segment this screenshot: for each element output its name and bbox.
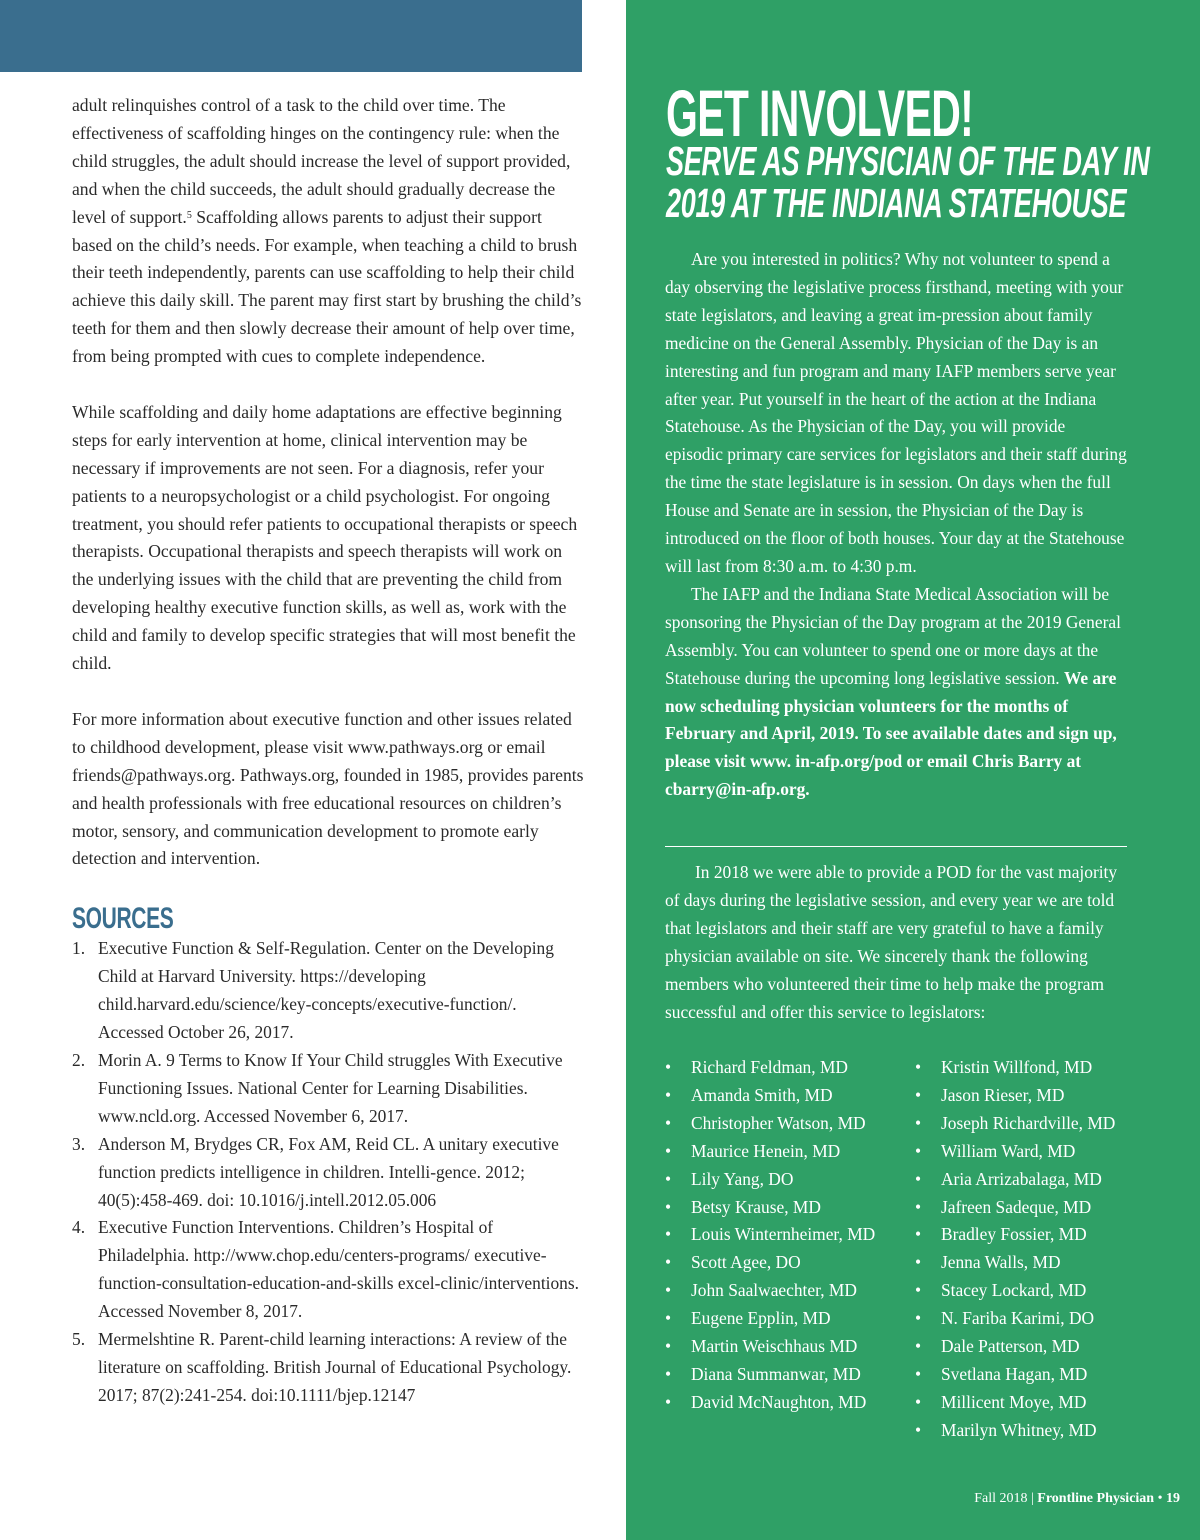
volunteer-item	[665, 1361, 899, 1389]
bullet-marker: •	[915, 1336, 922, 1357]
bullet-marker: •	[665, 1308, 672, 1329]
volunteer-item	[915, 1333, 1155, 1361]
bullet-marker: •	[915, 1112, 922, 1133]
sources-list	[72, 935, 584, 1409]
volunteer-item	[915, 1221, 1155, 1249]
bullet-marker: •	[665, 1196, 672, 1217]
bullet-marker: •	[915, 1280, 922, 1301]
volunteer-item	[665, 1305, 899, 1333]
bullet-marker: •	[665, 1363, 672, 1384]
bullet-marker: •	[915, 1168, 922, 1189]
volunteer-item	[915, 1249, 1155, 1277]
volunteer-name: Aria Arrizabalaga, MD	[941, 1168, 1102, 1189]
volunteer-item	[915, 1194, 1155, 1222]
volunteer-item	[915, 1277, 1155, 1305]
source-item: 4. Executive Function Interventions. Children’s Hospital of Philadelphia. http://www.chop.edu/centers-programs/ executive-function-consultation-education-and-skills excel-clinic/interventions. Accessed November 8, 2017.	[72, 1217, 579, 1322]
bullet-marker: •	[665, 1168, 672, 1189]
left-article-column	[72, 92, 584, 1410]
volunteer-item	[915, 1389, 1155, 1417]
signup-callout: We are now scheduling physician volunteers for the months of February and April, 2019. To see available dates and sign up, please visit www. in-afp.org/pod or email Chris Barry at cbarry@in-afp.org.	[665, 667, 1117, 800]
volunteer-item	[665, 1333, 899, 1361]
footnote-ref: 5	[186, 209, 192, 221]
bullet-marker: •	[915, 1224, 922, 1245]
volunteer-item	[915, 1082, 1155, 1110]
volunteer-name: Dale Patterson, MD	[941, 1336, 1080, 1357]
source-item: 1. Executive Function & Self-Regulation. Center on the Developing Child at Harvard University. https://developing child.harvard.edu/science/key-concepts/executive-function/. Accessed October 26, 2017.	[72, 938, 554, 1043]
volunteer-name: Bradley Fossier, MD	[941, 1224, 1087, 1245]
footer-separator: |	[1030, 1491, 1034, 1506]
bullet-marker: •	[915, 1363, 922, 1384]
article-paragraph-1: adult relinquishes control of a task to the child over time. The effectiveness of scaffolding hinges on the contingency rule: when the child struggles, the adult should increase the level of support provided, and when the child succeeds, the adult should gradually decrease the level of support.$^5$ Scaffolding allows parents to adjust their support based on the child’s needs. For example, when teaching a child to brush their teeth independently, parents can use scaffolding to help their child achieve this daily skill. The parent may first start by brushing the child’s teeth for them and then slowly decrease their amount of help over time, from being prompted with cues to complete independence.	[72, 95, 582, 367]
volunteer-name: Richard Feldman, MD	[691, 1057, 848, 1077]
volunteer-item	[915, 1305, 1155, 1333]
source-item: 3. Anderson M, Brydges CR, Fox AM, Reid CL. A unitary executive function predicts intelligence in children. Intelli-gence. 2012; 40(5):458-469. doi: 10.1016/j.intell.2012.05.006	[72, 1133, 559, 1210]
volunteer-name: Lily Yang, DO	[691, 1168, 794, 1189]
volunteer-item	[915, 1110, 1155, 1138]
footer-dot: •	[1157, 1491, 1163, 1506]
volunteer-item	[915, 1054, 1155, 1082]
volunteer-name: Christopher Watson, MD	[691, 1112, 866, 1133]
volunteer-name: Amanda Smith, MD	[691, 1084, 833, 1105]
volunteer-item	[665, 1054, 899, 1082]
article-paragraph-3: For more information about executive function and other issues related to childhood development, please visit www.pathways.org or email friends@pathways.org. Pathways.org, founded in 1985, provides parents and health professionals with free educational resources on children’s motor, sensory, and communication development to promote early detection and intervention.	[72, 708, 584, 869]
volunteer-name: N. Fariba Karimi, DO	[941, 1308, 1095, 1329]
source-item: 5. Mermelshtine R. Parent-child learning interactions: A review of the literature on scaffolding. British Journal of Educational Psychology. 2017; 87(2):241-254. doi:10.1111/bjep.12147	[72, 1329, 572, 1405]
volunteer-item	[665, 1277, 899, 1305]
source-item: 2. Morin A. 9 Terms to Know If Your Child struggles With Executive Functioning Issues. National Center for Learning Disabilities. www.ncld.org. Accessed November 6, 2017.	[72, 1049, 563, 1126]
volunteer-item	[665, 1194, 899, 1222]
volunteer-item	[915, 1417, 1155, 1445]
thanks-paragraph: In 2018 we were able to provide a POD for the vast majority of days during the legislative session, and every year we are told that legislators and their staff are very grateful to have a family physician available on site. We sincerely thank the following members who volunteered their time to help make the program successful and offer this service to legislators:	[665, 862, 1118, 1022]
volunteer-name: Millicent Moye, MD	[941, 1391, 1087, 1412]
get-involved-title: GET INVOLVED!	[666, 76, 974, 150]
article-paragraph-2: While scaffolding and daily home adaptations are effective beginning steps for early intervention at home, clinical intervention may be necessary if improvements are not seen. For a diagnosis, refer your patients to a neuropsychologist or a child psychologist. For ongoing treatment, you should refer patients to occupational therapists or speech therapists. Occupational therapists and speech therapists will work on the underlying issues with the child that are preventing the child from developing healthy executive function skills, as well as, work with the child and family to develop specific strategies that will most benefit the child.	[72, 401, 578, 674]
bullet-marker: •	[915, 1057, 922, 1077]
volunteer-name: John Saalwaechter, MD	[691, 1280, 857, 1301]
get-involved-body	[665, 246, 1127, 804]
volunteer-name: Martin Weischhaus MD	[691, 1336, 858, 1357]
volunteer-item	[915, 1138, 1155, 1166]
bullet-marker: •	[665, 1112, 672, 1133]
bullet-marker: •	[665, 1336, 672, 1357]
bullet-marker: •	[665, 1280, 672, 1301]
volunteer-item	[915, 1361, 1155, 1389]
volunteer-item	[665, 1166, 899, 1194]
volunteer-name: Maurice Henein, MD	[691, 1140, 841, 1161]
bullet-marker: •	[915, 1252, 922, 1273]
volunteer-item	[915, 1166, 1155, 1194]
volunteer-name: Stacey Lockard, MD	[941, 1280, 1087, 1301]
bullet-marker: •	[915, 1084, 922, 1105]
get-involved-subtitle: SERVE AS PHYSICIAN OF THE DAY IN 2019 AT THE INDIANA STATEHOUSE	[666, 138, 1150, 226]
volunteer-name: Kristin Willfond, MD	[941, 1057, 1093, 1077]
page-footer	[974, 1489, 1180, 1509]
volunteer-name: Diana Summanwar, MD	[691, 1363, 861, 1384]
volunteer-name: Svetlana Hagan, MD	[941, 1363, 1088, 1384]
bullet-marker: •	[665, 1224, 672, 1245]
get-involved-panel	[626, 0, 1200, 1540]
bullet-marker: •	[915, 1140, 922, 1161]
bullet-marker: •	[915, 1391, 922, 1412]
volunteer-item	[665, 1221, 899, 1249]
volunteer-item	[665, 1389, 899, 1417]
volunteer-name: Jenna Walls, MD	[941, 1252, 1061, 1273]
volunteer-item	[665, 1249, 899, 1277]
volunteer-name: David McNaughton, MD	[691, 1391, 867, 1412]
footer-publication: Frontline Physician	[1037, 1491, 1155, 1506]
section-divider	[665, 846, 1127, 847]
volunteer-name: Joseph Richardville, MD	[941, 1112, 1116, 1133]
bullet-marker: •	[665, 1084, 672, 1105]
volunteer-name: Jason Rieser, MD	[941, 1084, 1065, 1105]
volunteer-item	[665, 1082, 899, 1110]
volunteer-list-left	[665, 1054, 899, 1417]
get-involved-paragraph-1: Are you interested in politics? Why not volunteer to spend a day observing the legislative process firsthand, meeting with your state legislators, and leaving a great im-pression about family medicine on the General Assembly. Physician of the Day is an interesting and fun program and many IAFP members serve year after year. Put yourself in the heart of the action at the Indiana Statehouse. As the Physician of the Day, you will provide episodic primary care services for legislators and their staff during the time the state legislature is in session. On days when the full House and Senate are in session, the Physician of the Day is introduced on the floor of both houses. Your day at the Statehouse will last from 8:30 a.m. to 4:30 p.m.	[665, 249, 1127, 576]
volunteer-list-right	[915, 1054, 1155, 1445]
bullet-marker: •	[915, 1308, 922, 1329]
bullet-marker: •	[665, 1140, 672, 1161]
volunteer-item	[665, 1110, 899, 1138]
volunteer-name: Marilyn Whitney, MD	[941, 1419, 1097, 1440]
bullet-marker: •	[665, 1057, 672, 1077]
get-involved-paragraph-2: The IAFP and the Indiana State Medical Association will be sponsoring the Physician of the Day program at the 2019 General Assembly. You can volunteer to spend one or more days at the Statehouse during the upcoming long legislative session. We are now scheduling physician volunteers for the months of February and April, 2019. To see available dates and sign up, please visit www. in-afp.org/pod or email Chris Barry at cbarry@in-afp.org.	[665, 583, 1121, 800]
bullet-marker: •	[665, 1252, 672, 1273]
thanks-body	[665, 859, 1127, 1026]
footer-season: Fall 2018	[974, 1491, 1028, 1506]
bullet-marker: •	[915, 1419, 922, 1440]
volunteer-name: Jafreen Sadeque, MD	[941, 1196, 1092, 1217]
volunteer-name: Louis Winternheimer, MD	[691, 1224, 876, 1245]
bullet-marker: •	[915, 1196, 922, 1217]
volunteer-name: Scott Agee, DO	[691, 1252, 801, 1273]
volunteer-name: Eugene Epplin, MD	[691, 1308, 831, 1329]
volunteer-name: William Ward, MD	[941, 1140, 1076, 1161]
volunteer-item	[665, 1138, 899, 1166]
page-number: 19	[1166, 1491, 1180, 1506]
sources-heading: SOURCES	[72, 902, 174, 936]
volunteer-name: Betsy Krause, MD	[691, 1196, 821, 1217]
bullet-marker: •	[665, 1391, 672, 1412]
top-color-bar	[0, 0, 582, 72]
